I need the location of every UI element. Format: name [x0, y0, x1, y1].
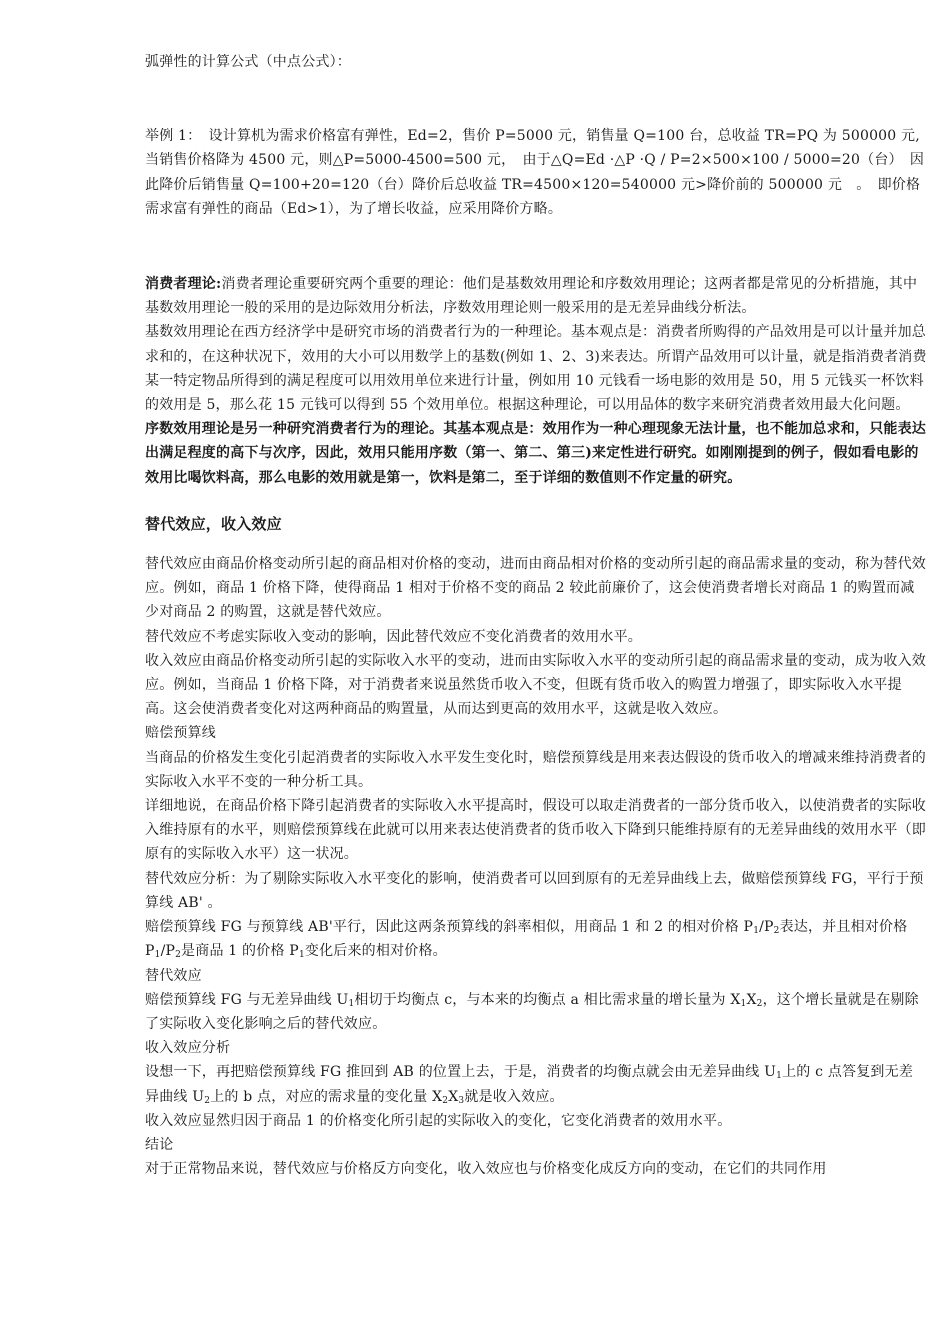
- text-run: 上的 c 点答复到无差异曲线 U: [145, 1064, 914, 1105]
- text-run: X: [746, 991, 757, 1008]
- subscript: 1: [298, 950, 305, 961]
- compensating-budget-heading: 赔偿预算线: [145, 725, 216, 742]
- section-heading: 替代效应，收入效应: [145, 514, 282, 533]
- spacer: [145, 536, 927, 552]
- consumer-theory-label: 消费者理论:: [145, 276, 222, 293]
- text-run: /P: [160, 943, 176, 960]
- text-run: ，这个增长量就是在剔除了实际收入变化影响之后的替代效应。: [145, 991, 919, 1032]
- income-definition: 收入效应由商品价格变动所引起的实际收入水平的变动，进而由实际收入水平的变动所引起的商品需求量的变动，成为收入效应。例如，当商品 1 价格下降，对于消费者来说虽然货币收入不变，但既有货币收入的购置力增强了，即实际收入水平提高。这会使消费者变化对这两种商品的购置量，从而达到更高的效用水平，这就是收入效应。: [145, 652, 926, 718]
- example-paragraph: 举例 1： 设计算机为需求价格富有弹性，Ed=2，售价 P=5000 元，销售量 Q=100 台，总收益 TR=PQ 为 500000 元,当销售价格降为 4500 元，则△P=5000-4500=500 元， 由于△Q=Ed ·△P ·Q / P=2×500×100 / 5000=20（台） 因此降价后销售量 Q=100+20=120（台）降价后总收益 TR=4500×120=540000 元>降价前的 500000 元 。 即价格需求富有弹性的商品（Ed>1），为了增长收益，应采用降价方略。: [145, 128, 925, 217]
- income-analysis-heading: 收入效应分析: [145, 1040, 231, 1057]
- document-page: [145, 50, 927, 1181]
- conclusion-heading: 结论: [145, 1136, 174, 1153]
- tangency-paragraph: [145, 988, 927, 1036]
- subscript: 1: [348, 998, 355, 1009]
- compensating-budget-definition: 当商品的价格发生变化引起消费者的实际收入水平发生变化时，赔偿预算线是用来表达假设的货币收入的增减来维持消费者的实际收入水平不变的一种分析工具。: [145, 749, 926, 790]
- compensating-budget-detail: 详细地说，在商品价格下降引起消费者的实际收入水平提高时，假设可以取走消费者的一部分货币收入，以使消费者的实际收入维持原有的水平，则赔偿预算线在此就可以用来表达使消费者的货币收入下降到只能维持原有的无差异曲线的效用水平（即原有的实际收入水平）这一状况。: [145, 798, 926, 863]
- conclusion-paragraph: 对于正常物品来说，替代效应与价格反方向变化，收入效应也与价格变化成反方向的变动，在它们的共同作用: [145, 1161, 827, 1178]
- formula-heading: 弧弹性的计算公式（中点公式）：: [145, 54, 351, 70]
- text-run: 赔偿预算线 FG 与无差异曲线 U: [145, 991, 349, 1008]
- consumer-theory-paragraph: [145, 272, 927, 320]
- subscript: 2: [756, 998, 763, 1009]
- substitution-definition: 替代效应由商品价格变动所引起的商品相对价格的变动，进而由商品相对价格的变动所引起的商品需求量的变动，称为替代效应。例如，商品 1 价格下降，使得商品 1 相对于价格不变的商品 2 较此前廉价了，这会使消费者增长对商品 1 的购置而减少对商品 2 的购置，这就是替代效应。: [145, 556, 926, 621]
- substitution-note: 替代效应不考虑实际收入变动的影响，因此替代效应不变化消费者的效用水平。: [145, 628, 642, 645]
- subscript: 1: [753, 926, 760, 937]
- text-run: 设想一下，再把赔偿预算线 FG 推回到 AB 的位置上去，于是，消费者的均衡点就会由无差异曲线 U: [145, 1064, 777, 1081]
- cardinal-utility-paragraph: 基数效用理论在西方经济学中是研究市场的消费者行为的一种理论。基本观点是：消费者所购得的产品效用是可以计量并加总求和的，在这种状况下，效用的大小可以用数学上的基数(例如 1、2、3)来表达。所谓产品效用可以计量，就是指消费者消费某一特定物品所得到的满足程度可以用效用单位来进行计量，例如用 10 元钱看一场电影的效用是 50，用 5 元钱买一杯饮料的效用是 5，那么花 15 元钱可以得到 55 个效用单位。根据这种理论，可以用品体的数字来研究消费者效用最大化问题。: [145, 324, 927, 414]
- consumer-theory-text: 消费者理论重要研究两个重要的理论：他们是基数效用理论和序数效用理论；这两者都是常见的分析措施，其中基数效用理论一般的采用的是边际效用分析法，序数效用理论则一般采用的是无差异曲线分析法。: [145, 276, 918, 317]
- substitution-heading: 替代效应: [145, 967, 202, 984]
- text-run: 上的 b 点，对应的需求量的变化量 X: [210, 1088, 443, 1105]
- income-effect-note: 收入效应显然归因于商品 1 的价格变化所引起的实际收入的变化，它变化消费者的效用水平。: [145, 1112, 732, 1129]
- income-analysis-paragraph: [145, 1060, 927, 1108]
- spacer: [145, 74, 927, 124]
- spacer: [145, 490, 927, 512]
- text-run: 是商品 1 的价格 P: [181, 943, 299, 960]
- subscript: 1: [776, 1071, 783, 1082]
- subscript: 1: [740, 998, 747, 1009]
- ordinal-utility-paragraph: 序数效用理论是另一种研究消费者行为的理论。其基本观点是：效用作为一种心理现象无法计量，也不能加总求和，只能表达出满足程度的高下与次序，因此，效用只能用序数（第一、第二、第三)来定性进行研究。如刚刚提到的例子，假如看电影的效用比喝饮料高，那么电影的效用就是第一，饮料是第二，至于详细的数值则不作定量的研究。: [145, 421, 926, 486]
- subscript: 2: [204, 1095, 211, 1106]
- subscript: 1: [154, 950, 161, 961]
- subscript: 3: [458, 1095, 465, 1106]
- text-run: 变化后来的相对价格。: [304, 943, 447, 960]
- spacer: [145, 221, 927, 272]
- text-run: /P: [759, 919, 774, 936]
- text-run: 表达，并且相对价格 P: [145, 919, 908, 960]
- subscript: 2: [773, 926, 780, 937]
- text-run: X: [448, 1088, 459, 1105]
- substitution-analysis: 替代效应分析：为了剔除实际收入水平变化的影响，使消费者可以回到原有的无差异曲线上去，做赔偿预算线 FG，平行于预算线 AB' 。: [145, 870, 924, 911]
- subscript: 2: [175, 950, 182, 961]
- text-run: 相切于均衡点 c，与本来的均衡点 a 相比需求量的增长量为 X: [354, 991, 741, 1008]
- text-run: 就是收入效应。: [464, 1088, 564, 1105]
- subscript: 2: [442, 1095, 449, 1106]
- parallel-budget-paragraph: [145, 915, 927, 963]
- text-run: 赔偿预算线 FG 与预算线 AB'平行，因此这两条预算线的斜率相似，用商品 1 和 2 的相对价格 P: [145, 919, 754, 936]
